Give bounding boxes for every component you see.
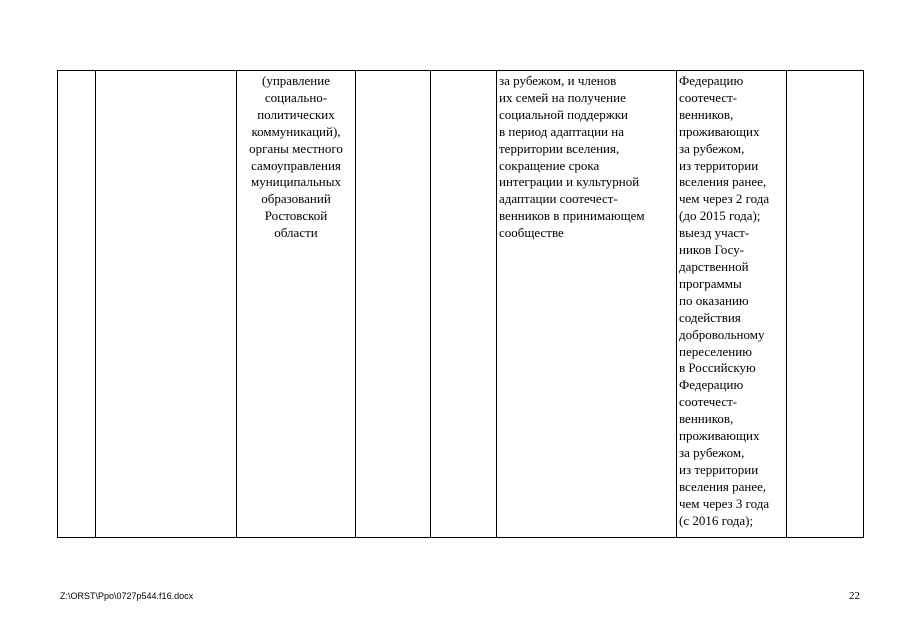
table-cell-start	[356, 71, 431, 538]
table-cell-consequences	[677, 71, 787, 538]
page-number: 22	[849, 590, 860, 602]
table-cell-name	[96, 71, 237, 538]
responsible-text: (управление социально- политических коммуникаций), органы местного самоуправления муниципальных образований Ростовской области	[249, 73, 343, 241]
table-cell-number	[58, 71, 96, 538]
result-text: за рубежом, и членов их семей на получение социальной поддержки в период адаптации на территории вселения, сокращение срока интеграции и культурной адаптации соотечест- венников в принимающем сообществе	[499, 73, 645, 241]
table-cell-result	[497, 71, 677, 538]
program-table	[57, 70, 864, 538]
table-cell-link	[787, 71, 864, 538]
table-cell-responsible	[237, 71, 356, 538]
footer-file-path: Z:\ORST\Ppo\0727p544.f16.docx	[60, 591, 194, 601]
table-row	[58, 71, 864, 538]
table-cell-end	[431, 71, 497, 538]
consequences-text: Федерацию соотечест- венников, проживающих за рубежом, из территории вселения ранее, чем через 2 года (до 2015 года); выезд участ- ников Госу- дарственной программы по оказанию содействия добровольному переселению в Российскую Федерацию соотечест- венников, проживающих за рубежом, из территории вселения ранее, чем через 3 года (с 2016 года);	[679, 73, 770, 528]
